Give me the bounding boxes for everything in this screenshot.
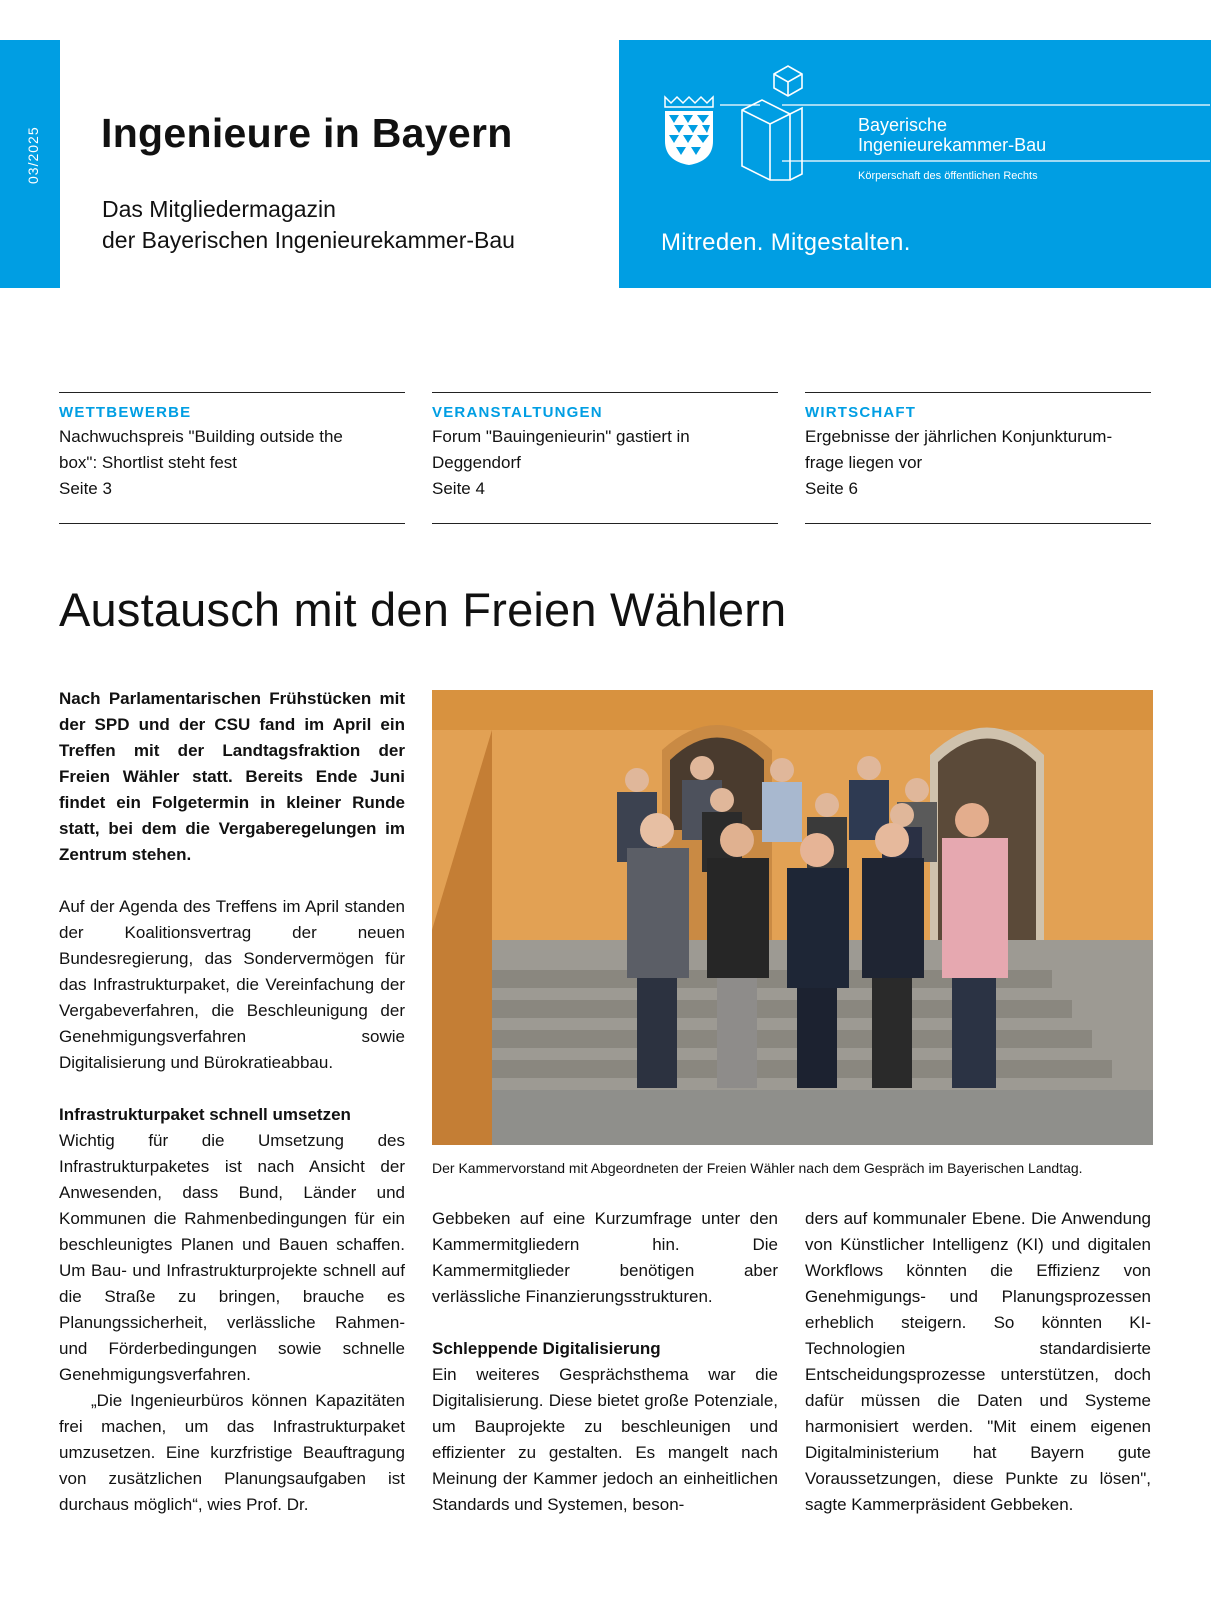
bavarian-crest-icon	[661, 95, 716, 167]
chamber-i-logo-icon	[740, 64, 810, 182]
article-paragraph: ders auf kommunaler Ebene. Die Anwendung von Künstlicher Intelligenz (KI) und digitalen Workflows könnten die Effizienz von Genehmigungs- und Planungsprozessen erheblich steigern. So könnten KI-Technologien standardisierte Entscheidungsprozesse unterstützen, doch dafür müssen die Daten und Systeme harmonisiert werden. "Mit einem eigenen Digitalministerium hat Bayern gute Voraussetzungen, diese Punkte zu lösen", sagte Kammerpräsident Gebbeken.	[805, 1209, 1151, 1514]
teaser-wirtschaft[interactable]	[805, 392, 1151, 524]
article-column-1	[59, 686, 405, 1518]
article-lead: Nach Parlamentarischen Frühstücken mit der SPD und der CSU fand im April ein Treffen mit der Landtagsfraktion der Freien Wähler statt. Bereits Ende Juni findet ein Folgetermin in kleiner Runde statt, bei dem die Vergaberegelungen im Zentrum stehen.	[59, 689, 405, 864]
subtitle-line-1: Das Mitgliedermagazin	[102, 196, 336, 222]
magazine-title: Ingenieure in Bayern	[101, 110, 513, 156]
issue-number: 03/2025	[25, 126, 41, 184]
teaser-page: Seite 4	[432, 479, 485, 498]
teaser-line: Nachwuchspreis "Building outside the	[59, 427, 343, 446]
teaser-line: frage liegen vor	[805, 453, 923, 472]
teaser-text	[432, 424, 778, 476]
group-photo-illustration	[432, 690, 1153, 1145]
teaser-text	[59, 424, 405, 476]
chamber-name	[858, 115, 1046, 155]
teaser-category: WIRTSCHAFT	[805, 404, 917, 421]
chamber-motto: Mitreden. Mitgestalten.	[661, 229, 911, 256]
article-paragraph: Wichtig für die Umsetzung des Infrastrukturpaketes ist nach Ansicht der Anwesenden, dass Bund, Länder und Kommunen die Rahmenbedingungen für ein beschleunigtes Planen und Bauen schaffen. Um Bau- und Infrastrukturprojekte schnell auf die Straße zu bringen, brauche es Planungssicherheit, verlässliche Rahmen- und Förderbedingungen sowie schnelle Genehmigungsverfahren.	[59, 1131, 405, 1384]
teaser-page: Seite 3	[59, 479, 112, 498]
article-quote-paragraph: „Die Ingenieurbüros können Kapazitäten frei machen, um das Infrastrukturpaket umzusetzen. Eine kurzfristige Beauftragung von zusätzlichen Planungsaufgaben ist durchaus möglich“, wies Prof. Dr.	[59, 1391, 405, 1514]
chamber-name-line-1: Bayerische	[858, 115, 948, 135]
article-subhead: Infrastrukturpaket schnell umsetzen	[59, 1105, 351, 1124]
article-column-3	[805, 1206, 1151, 1518]
article-paragraph: Auf der Agenda des Treffens im April standen der Koalitionsvertrag der neuen Bundesregierung, das Sondervermögen für das Infrastrukturpaket, die Vereinfachung der Vergabeverfahren, die Beschleunigung der Genehmigungsverfahren sowie Digitalisierung und Bürokratieabbau.	[59, 897, 405, 1072]
article-paragraph: Gebbeken auf eine Kurzumfrage unter den Kammermitgliedern hin. Die Kammermitglieder benötigen aber verlässliche Finanzierungsstrukturen.	[432, 1209, 778, 1306]
teaser-category: WETTBEWERBE	[59, 404, 192, 421]
article-subhead: Schleppende Digitalisierung	[432, 1339, 661, 1358]
teaser-line: Forum "Bauingenieurin" gastiert in	[432, 427, 690, 446]
subtitle-line-2: der Bayerischen Ingenieurekammer-Bau	[102, 227, 515, 253]
teaser-category: VERANSTALTUNGEN	[432, 404, 603, 421]
teaser-line: Ergebnisse der jährlichen Konjunkturum-	[805, 427, 1113, 446]
teaser-veranstaltungen[interactable]	[432, 392, 778, 524]
article-paragraph: Ein weiteres Gesprächsthema war die Digitalisierung. Diese bietet große Potenziale, um Bauprojekte zu beschleunigen und effizienter zu gestalten. Es mangelt nach Meinung der Kammer jedoch an einheitlichen Standards und Systemen, beson-	[432, 1365, 778, 1514]
teaser-line: box": Shortlist steht fest	[59, 453, 238, 472]
article-column-2	[432, 1206, 778, 1518]
article-headline: Austausch mit den Freien Wählern	[59, 583, 787, 636]
teaser-text	[805, 424, 1151, 476]
magazine-subtitle	[102, 194, 515, 256]
chamber-name-line-2: Ingenieurekammer-Bau	[858, 135, 1047, 155]
chamber-legal-form: Körperschaft des öffentlichen Rechts	[858, 170, 1038, 182]
teaser-line: Deggendorf	[432, 453, 521, 472]
group-photo	[432, 690, 1153, 1145]
teaser-wettbewerbe[interactable]	[59, 392, 405, 524]
teaser-page: Seite 6	[805, 479, 858, 498]
photo-caption: Der Kammervorstand mit Abgeordneten der Freien Wähler nach dem Gespräch im Bayerischen Landtag.	[432, 1160, 1083, 1176]
